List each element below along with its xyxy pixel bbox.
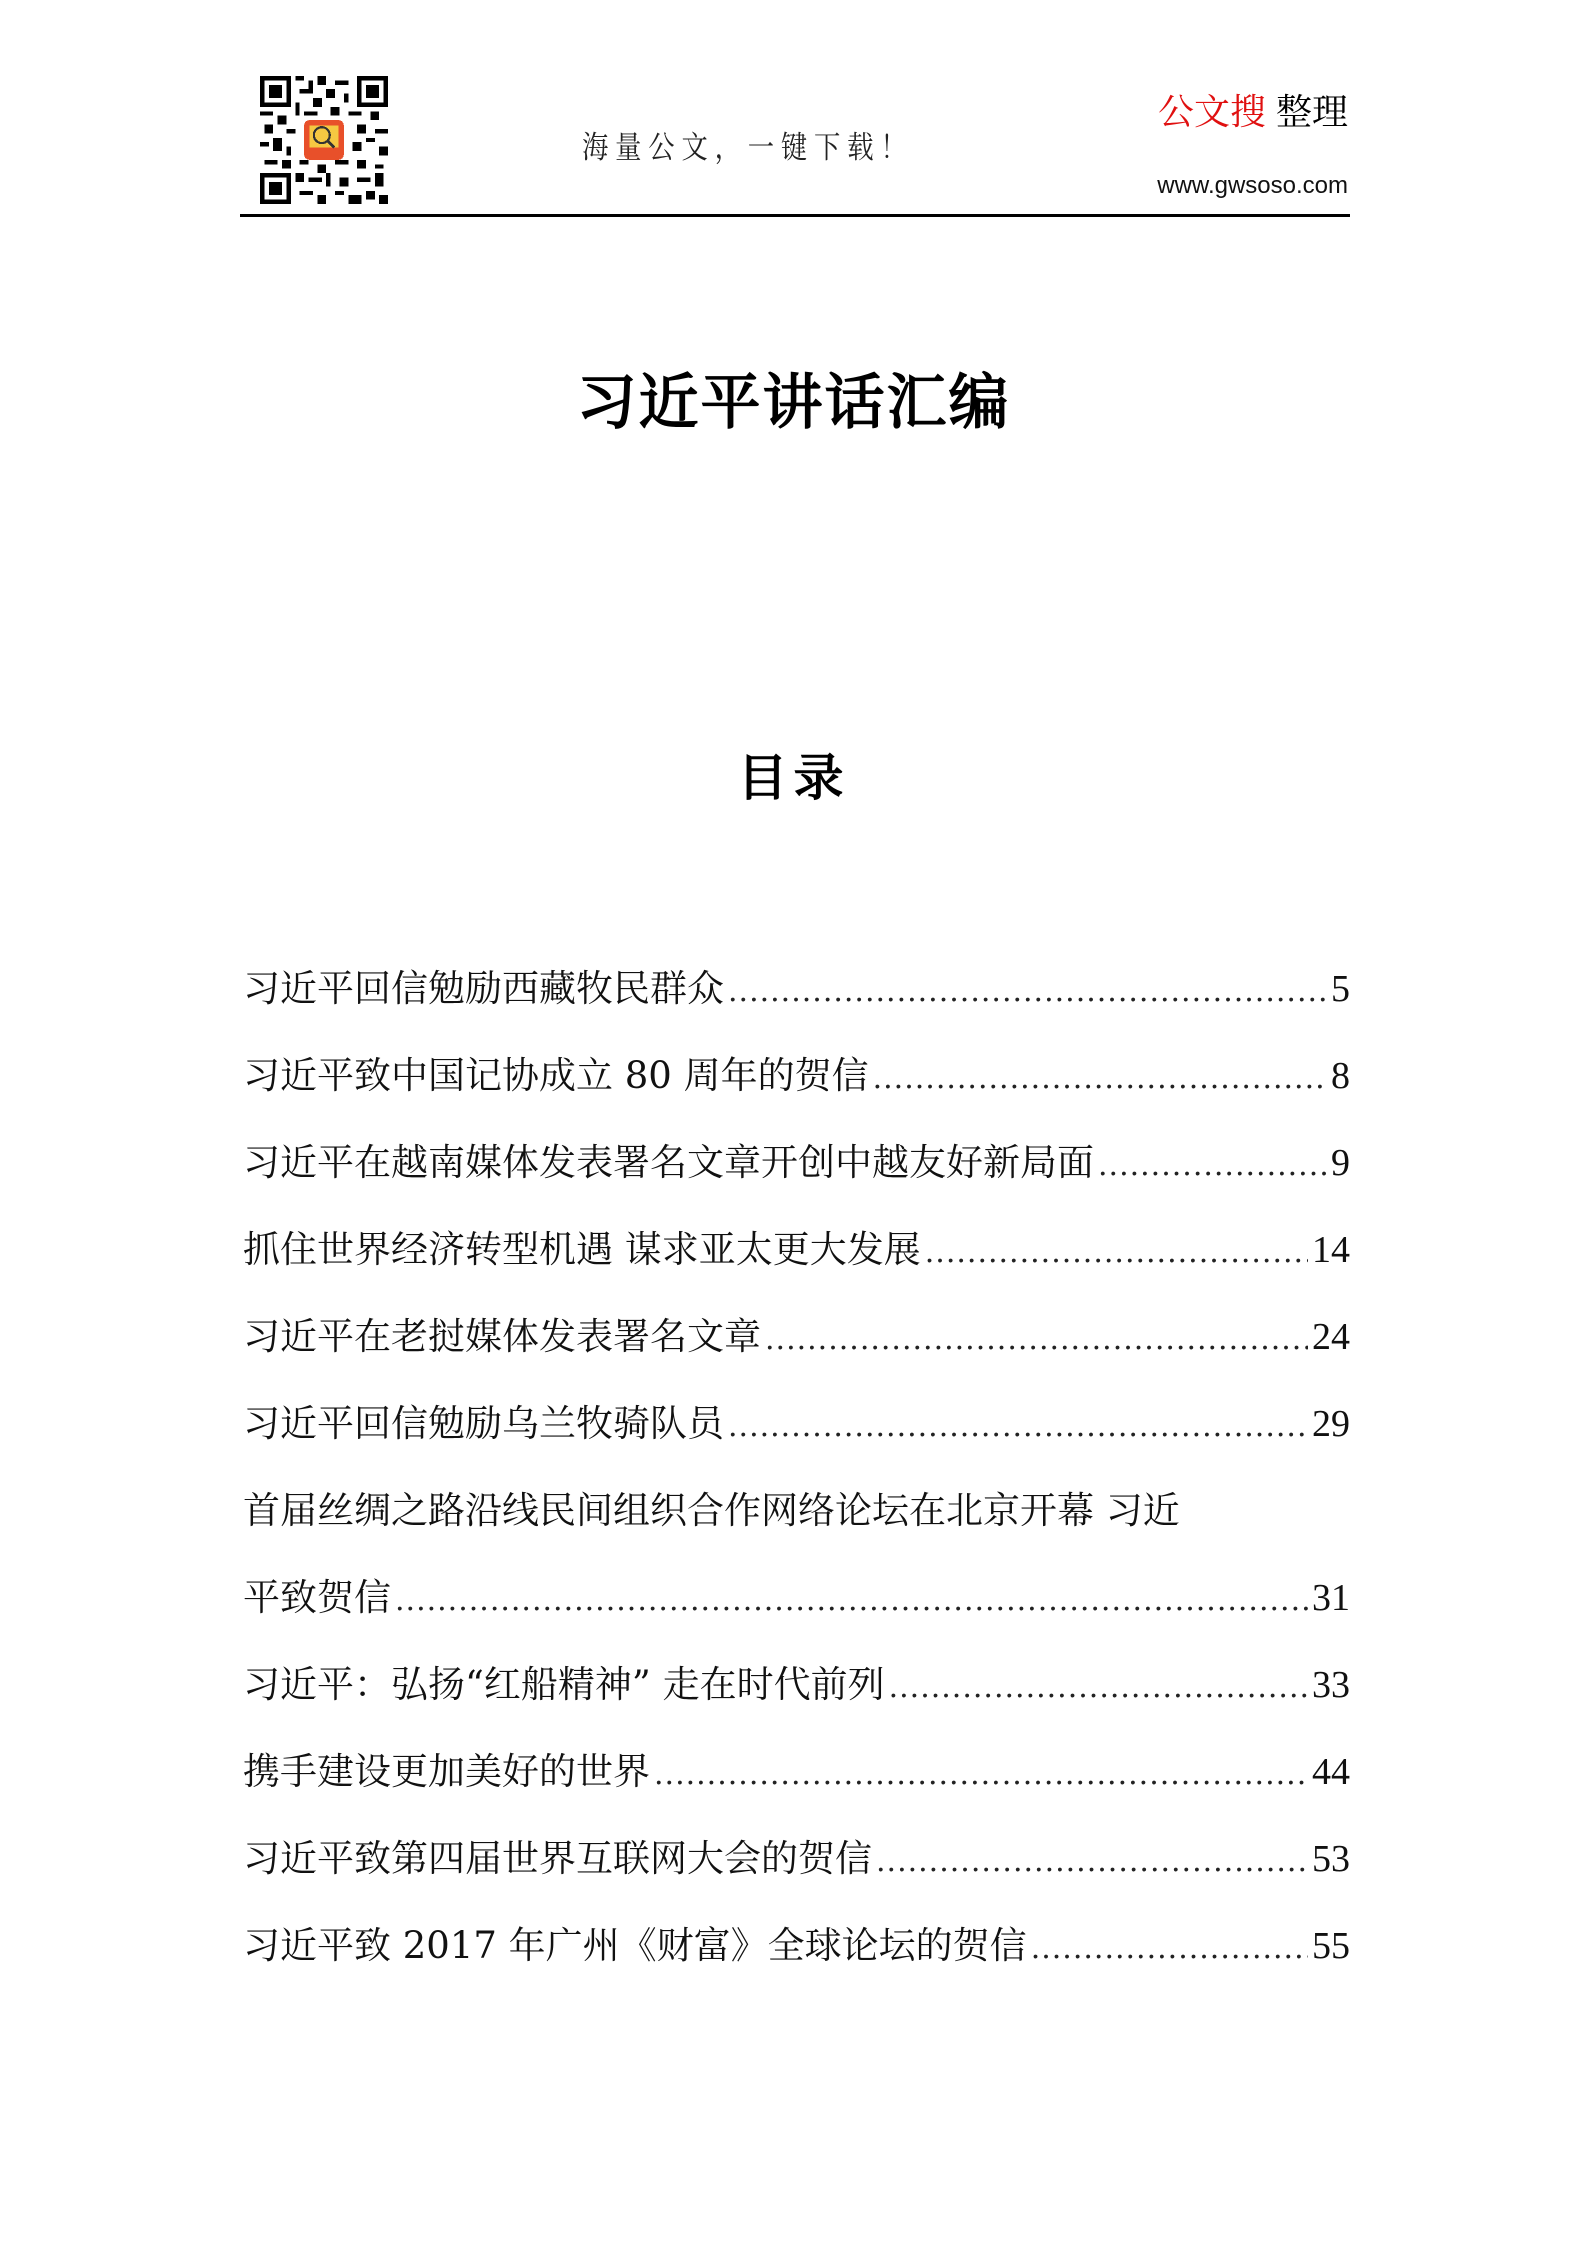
toc-entry[interactable] — [243, 1219, 1350, 1306]
toc-entry-title: 平致贺信 — [243, 1576, 391, 1619]
dot-leader — [925, 1235, 1308, 1270]
toc-entry-page: 9 — [1331, 1142, 1350, 1184]
document-title: 习近平讲话汇编 — [576, 368, 1011, 438]
toc-entry-page: 5 — [1331, 968, 1350, 1010]
dot-leader — [1031, 1931, 1308, 1966]
toc-entry-page: 14 — [1312, 1229, 1350, 1271]
toc-entry-title: 习近平致第四届世界互联网大会的贺信 — [243, 1837, 872, 1880]
toc-entry[interactable] — [243, 958, 1350, 1045]
toc-entry-title-line1: 首届丝绸之路沿线民间组织合作网络论坛在北京开幕 习近 — [243, 1489, 1180, 1532]
toc-entry-page: 24 — [1312, 1316, 1350, 1358]
dot-leader — [873, 1061, 1327, 1096]
toc-entry[interactable] — [243, 1828, 1350, 1915]
toc-entry[interactable] — [243, 1741, 1350, 1828]
dot-leader — [728, 974, 1327, 1009]
dot-leader — [395, 1583, 1308, 1618]
brand-logo — [1158, 84, 1348, 135]
toc-entry[interactable] — [243, 1654, 1350, 1741]
dot-leader — [1098, 1148, 1327, 1183]
toc-entry-title: 习近平致中国记协成立 80 周年的贺信 — [243, 1054, 869, 1097]
toc-entry[interactable] — [243, 1915, 1350, 2002]
toc-entry-page: 33 — [1312, 1664, 1350, 1706]
dot-leader — [728, 1409, 1308, 1444]
toc-entry[interactable] — [243, 1567, 1350, 1654]
dot-leader — [654, 1757, 1308, 1792]
toc-entry-title: 习近平回信勉励乌兰牧骑队员 — [243, 1402, 724, 1445]
toc-entry-page: 44 — [1312, 1751, 1350, 1793]
toc-entry-title: 携手建设更加美好的世界 — [243, 1750, 650, 1793]
toc-heading: 目录 — [737, 749, 850, 807]
dot-leader — [876, 1844, 1308, 1879]
slogan-text: 海量公文，一键下载！ — [582, 130, 914, 166]
toc-entry-title: 习近平回信勉励西藏牧民群众 — [243, 967, 724, 1010]
toc-entry[interactable] — [243, 1045, 1350, 1132]
dot-leader — [765, 1322, 1308, 1357]
brand-name: 公文搜 — [1157, 92, 1266, 133]
page-header — [240, 70, 1350, 216]
toc-entry-page: 55 — [1312, 1925, 1350, 1967]
toc-entry[interactable] — [243, 1306, 1350, 1393]
toc-entry-line1[interactable] — [243, 1480, 1350, 1567]
toc-entry[interactable] — [243, 1393, 1350, 1480]
toc-entry-page: 53 — [1312, 1838, 1350, 1880]
toc-entry-page: 8 — [1331, 1055, 1350, 1097]
toc-entry-title: 抓住世界经济转型机遇 谋求亚太更大发展 — [243, 1228, 921, 1271]
qr-code-icon — [260, 76, 388, 204]
toc-entry[interactable] — [243, 1132, 1350, 1219]
site-url[interactable]: www.gwsoso.com — [1157, 172, 1348, 199]
toc-entry-title: 习近平在越南媒体发表署名文章开创中越友好新局面 — [243, 1141, 1094, 1184]
toc-entry-page: 29 — [1312, 1403, 1350, 1445]
toc-entry-title: 习近平致 2017 年广州《财富》全球论坛的贺信 — [243, 1924, 1027, 1967]
toc-entry-title: 习近平在老挝媒体发表署名文章 — [243, 1315, 761, 1358]
brand-suffix: 整理 — [1275, 92, 1348, 133]
header-divider — [240, 214, 1350, 217]
dot-leader — [889, 1670, 1308, 1705]
table-of-contents — [243, 958, 1350, 2002]
toc-entry-page: 31 — [1312, 1577, 1350, 1619]
toc-entry-title: 习近平：弘扬“红船精神” 走在时代前列 — [243, 1663, 885, 1706]
